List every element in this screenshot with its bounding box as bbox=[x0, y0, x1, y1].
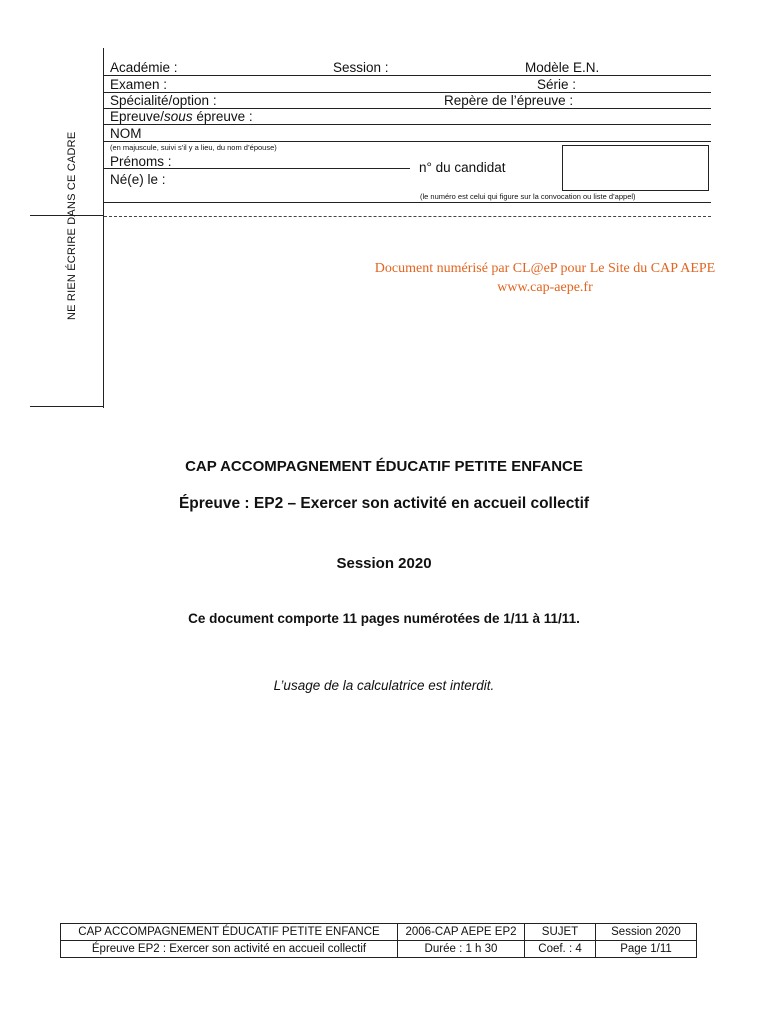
calculator-note: L’usage de la calculatrice est interdit. bbox=[273, 678, 495, 693]
form-line-7 bbox=[104, 202, 711, 203]
epreuve-prefix: Epreuve/ bbox=[110, 109, 165, 124]
specialite-label: Spécialité/option : bbox=[110, 93, 217, 108]
serie-label: Série : bbox=[537, 77, 577, 92]
session-label: Session : bbox=[333, 60, 389, 75]
prenoms-label: Prénoms : bbox=[110, 154, 172, 169]
footer-cell: SUJET bbox=[525, 924, 596, 941]
form-dashed-line bbox=[104, 216, 711, 217]
do-not-write-notice: NE RIEN ÉCRIRE DANS CE CADRE bbox=[66, 131, 78, 320]
epreuve-suffix: épreuve : bbox=[192, 109, 253, 124]
candidat-label: n° du candidat bbox=[419, 160, 506, 175]
document-title: CAP ACCOMPAGNEMENT ÉDUCATIF PETITE ENFANCE bbox=[185, 458, 583, 475]
footer-cell: Session 2020 bbox=[596, 924, 697, 941]
pages-note: Ce document comporte 11 pages numérotées de 1/11 à 11/11. bbox=[188, 611, 580, 626]
form-line-6 bbox=[104, 168, 410, 169]
footer-cell: 2006-CAP AEPE EP2 bbox=[398, 924, 525, 941]
watermark-line-2: www.cap-aepe.fr bbox=[497, 280, 593, 295]
modele-label: Modèle E.N. bbox=[525, 60, 600, 75]
frame-bottom-line bbox=[30, 406, 104, 407]
repere-label: Repère de l’épreuve : bbox=[444, 93, 574, 108]
footer-cell: Durée : 1 h 30 bbox=[398, 941, 525, 958]
nele-label: Né(e) le : bbox=[110, 172, 166, 187]
epreuve-italic: sous bbox=[164, 109, 193, 124]
form-line-1 bbox=[104, 75, 711, 76]
footer-cell: Coef. : 4 bbox=[525, 941, 596, 958]
nom-hint: (en majuscule, suivi s’il y a lieu, du nom d’épouse) bbox=[110, 143, 277, 152]
footer-cell: Épreuve EP2 : Exercer son activité en accueil collectif bbox=[61, 941, 398, 958]
footer-cell: CAP ACCOMPAGNEMENT ÉDUCATIF PETITE ENFANCE bbox=[61, 924, 398, 941]
candidate-number-box bbox=[562, 145, 709, 191]
candidat-hint: (le numéro est celui qui figure sur la convocation ou liste d’appel) bbox=[420, 192, 636, 201]
document-subtitle: Épreuve : EP2 – Exercer son activité en accueil collectif bbox=[178, 495, 590, 512]
nom-label: NOM bbox=[110, 126, 142, 141]
form-line-4 bbox=[104, 124, 711, 125]
frame-left-line bbox=[103, 48, 104, 408]
session-title: Session 2020 bbox=[336, 555, 432, 572]
footer-cell: Page 1/11 bbox=[596, 941, 697, 958]
academie-label: Académie : bbox=[110, 60, 178, 75]
footer-row bbox=[61, 924, 697, 941]
footer-table bbox=[60, 923, 697, 958]
watermark-line-1: Document numérisé par CL@eP pour Le Site du CAP AEPE bbox=[374, 261, 716, 276]
footer-row bbox=[61, 941, 697, 958]
examen-label: Examen : bbox=[110, 77, 168, 92]
epreuve-label bbox=[110, 109, 253, 124]
form-line-5 bbox=[104, 141, 711, 142]
